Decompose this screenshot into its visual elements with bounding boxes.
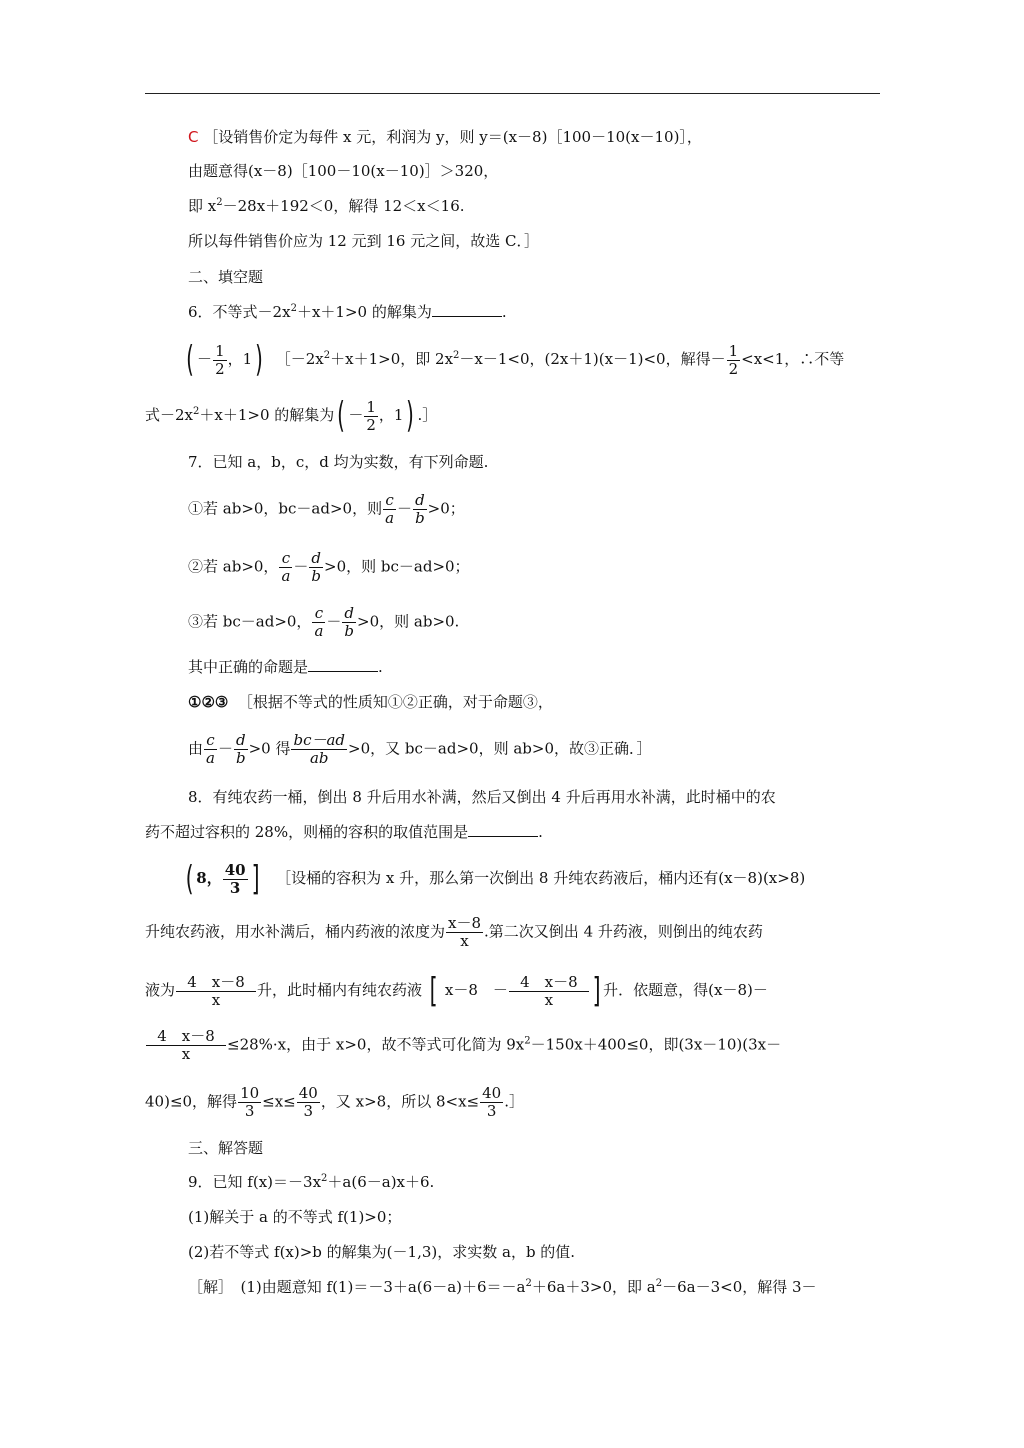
proposition-2: ②若 ab>0， $\frac{c}{a}$ － $\frac{d}{b}$ >0，则 bc－ad>0；: [188, 549, 470, 585]
section-solve: 三、解答题: [188, 1139, 264, 1157]
question-7-ask: 其中正确的命题是 .: [188, 658, 383, 676]
answer-8-line-3: 液为 $\frac{4 x-8}{x}$ 升，此时桶内有纯农药液 [ x－8 － $\frac{4 x-8}{x}$ ] 升．依题意，得(x－8)－: [145, 971, 768, 1011]
answer-8-line-1: ( 8， $\frac{40}{3}$ ] ［设桶的容积为 x 升，那么第一次倒出 8 升纯农药液后，桶内还有(x－8)(x>8): [185, 859, 806, 899]
answer-8-line-2: 升纯农药液，用水补满后，桶内药液的浓度为 $\frac{x-8}{x}$ .第二次又倒出 4 升药液，则倒出的纯农药: [145, 914, 763, 950]
question-9-stem: 9．已知 $f(x)=-3x^2+a(6-a)x+6$.: [188, 1173, 435, 1191]
answer-6-line-2: 式$-2x^2+x+1>0$ 的解集为( － $\frac{1}{2}$ ，1) .］: [145, 395, 438, 436]
answer-5-line-1: C ［设销售价定为每件 x 元，利润为 y，则 y＝(x－8)［100－10(x－10)］，: [188, 128, 702, 146]
answer-7-line-1: ①②③ ［根据不等式的性质知①②正确，对于命题③，: [188, 693, 553, 711]
header-rule: [145, 93, 880, 94]
question-6: 6．不等式$-2x^2+x+1>0$ 的解集为 .: [188, 303, 507, 321]
question-8-line-2: 药不超过容积的 28%，则桶的容积的取值范围是 .: [145, 823, 543, 841]
question-8-line-1: 8．有纯农药一桶，倒出 8 升后用水补满，然后又倒出 4 升后再用水补满，此时桶中的农: [188, 788, 776, 806]
question-7-stem: 7．已知 a，b，c，d 均为实数，有下列命题.: [188, 453, 489, 471]
question-9-part-1: (1)解关于 a 的不等式 f(1)>0；: [188, 1208, 402, 1226]
answer-letter: C: [188, 128, 199, 146]
answer-7-line-2: 由 $\frac{c}{a}$ － $\frac{d}{b}$ >0 得 $\frac{bc-ad}{ab}$ >0，又 bc－ad>0，则 ab>0，故③正确．］: [188, 731, 652, 767]
answer-8-line-5: 40)≤0，解得 $\frac{10}{3}$ ≤x≤ $\frac{40}{3}$ ，又 x>8，所以 8<x≤ $\frac{40}{3}$ .］: [145, 1084, 524, 1120]
answer-5-line-3: 即 $x^2-28x+192<0$，解得 12＜x＜16.: [188, 197, 465, 215]
solution-9-line-1: ［解］ (1)由题意知 $f(1)=-3+a(6-a)+6=-a^2+6a+3>0$，即 $a^2-6a-3<0$，解得 3－: [188, 1278, 817, 1296]
question-9-part-2: (2)若不等式 f(x)>b 的解集为(－1,3)，求实数 a，b 的值.: [188, 1243, 576, 1261]
answer-8-line-4: $\frac{4 x-8}{x}$ ≤28%·x，由于 x>0，故不等式可化简为 $9x^2-150x+400\le 0$，即(3x－10)(3x－: [145, 1028, 781, 1063]
proposition-1: ①若 ab>0，bc－ad>0，则 $\frac{c}{a}$ － $\frac{d}{b}$ >0；: [188, 491, 465, 527]
proposition-3: ③若 bc－ad>0， $\frac{c}{a}$ － $\frac{d}{b}$ >0，则 ab>0.: [188, 604, 460, 640]
answer-5-line-4: 所以每件销售价应为 12 元到 16 元之间，故选 C．］: [188, 232, 539, 250]
section-fill-blank: 二、填空题: [188, 268, 264, 286]
answer-5-line-2: 由题意得(x－8)［100－10(x－10)］＞320，: [188, 162, 499, 180]
answer-6-line-1: ( － $\frac{1}{2}$ ，1) $[-2x^2+x+1>0$，即 $2x^2-x-1<0$，(2x＋1)(x－1)<0，解得－ $\frac{1}{2}$ <x<1，∴不等: [186, 339, 845, 380]
